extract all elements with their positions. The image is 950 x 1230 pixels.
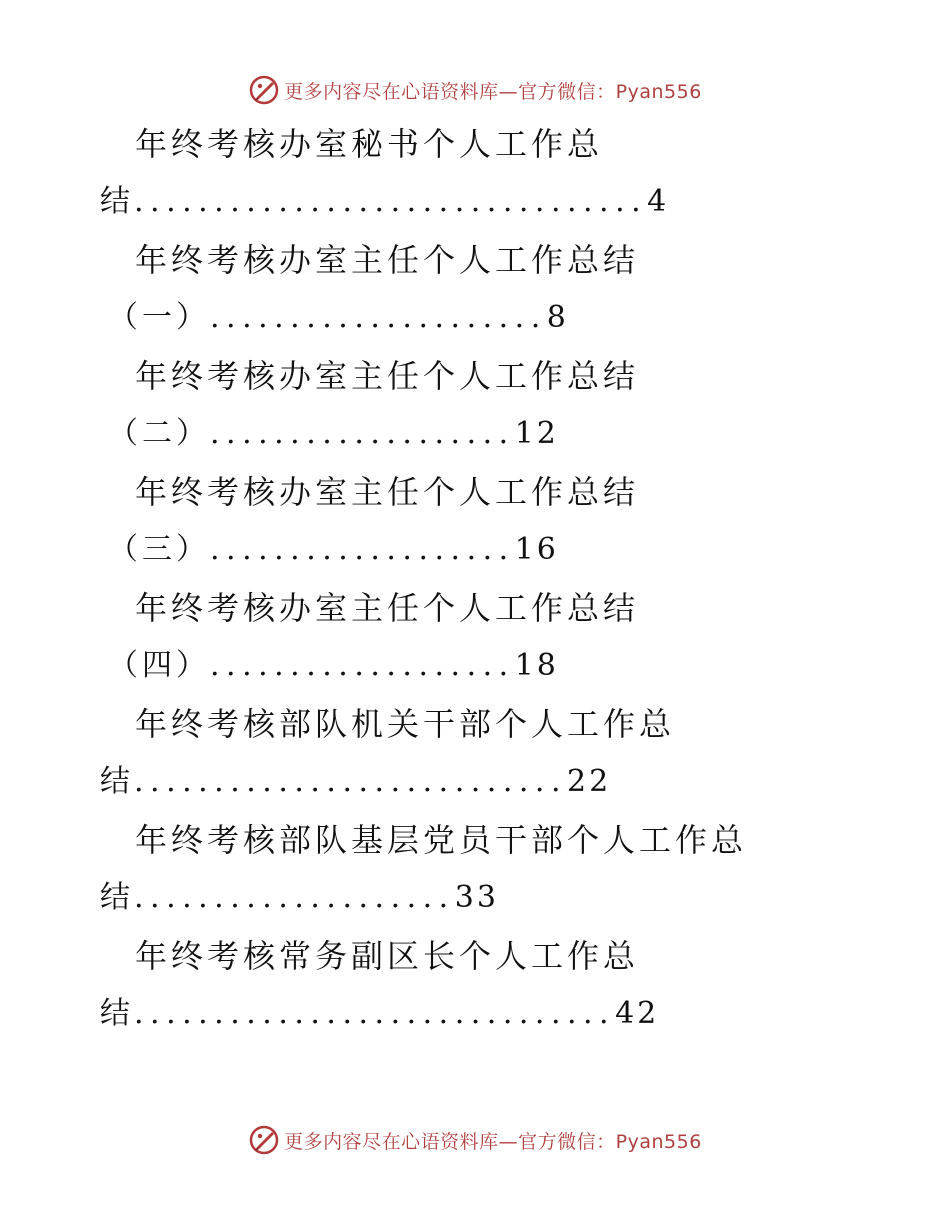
toc-entry-leader [0,985,950,1043]
toc-page-number: 8 [546,300,569,335]
toc-entry-prefix: （四） [108,648,210,683]
toc-entry-leader [0,289,950,347]
toc-entry-prefix: （一） [108,300,210,335]
toc-entry[interactable] [0,695,950,811]
banner-content [248,74,702,106]
banner-text: 更多内容尽在心语资料库—官方微信：Pyan556 [284,1130,702,1153]
toc-entry-title: 年终考核部队机关干部个人工作总 [135,705,676,743]
toc-page-number: 42 [615,996,660,1031]
toc-entry-title: 年终考核办室主任个人工作总结 [135,589,640,627]
toc-dot-leader: ..................... [210,300,547,335]
toc-entry-prefix: 结 [100,764,134,799]
quill-logo-icon [248,74,280,106]
toc-page-number: 4 [647,184,670,219]
toc-entry-title: 年终考核办室主任个人工作总结 [135,241,640,279]
toc-dot-leader: ................................ [134,184,648,219]
toc-entry[interactable] [0,115,950,231]
toc-entry[interactable] [0,811,950,927]
toc-entry-title: 年终考核常务副区长个人工作总 [135,937,640,975]
banner-content [248,1124,702,1156]
toc-dot-leader: ........................... [134,764,567,799]
toc-page-number: 12 [514,416,559,451]
toc-entry[interactable] [0,579,950,695]
toc-entry[interactable] [0,347,950,463]
toc-entry-prefix: 结 [100,184,134,219]
toc-dot-leader: ................... [210,416,515,451]
header-banner [0,70,950,110]
toc-entry-title: 年终考核部队基层党员干部个人工作总 [135,821,748,859]
quill-logo-icon [248,1124,280,1156]
toc-page-number: 22 [566,764,612,799]
toc-entry-prefix: （三） [108,532,210,567]
toc-dot-leader: ................... [210,648,515,683]
toc-dot-leader: .............................. [134,996,616,1031]
toc-entry-prefix: 结 [100,996,134,1031]
toc-entry-title: 年终考核办室主任个人工作总结 [135,357,640,395]
table-of-contents [0,115,950,1043]
toc-entry[interactable] [0,927,950,1043]
toc-entry-leader [0,405,950,463]
toc-entry-leader [0,173,950,231]
banner-text: 更多内容尽在心语资料库—官方微信：Pyan556 [284,80,702,103]
toc-entry[interactable] [0,463,950,579]
footer-banner [0,1120,950,1160]
toc-page-number: 16 [514,532,559,567]
toc-entry-prefix: 结 [100,880,134,915]
toc-entry-leader [0,869,950,927]
toc-dot-leader: .................... [134,880,455,915]
toc-dot-leader: ................... [210,532,515,567]
toc-entry[interactable] [0,231,950,347]
toc-entry-leader [0,637,950,695]
toc-entry-prefix: （二） [108,416,210,451]
toc-entry-leader [0,521,950,579]
toc-entry-title: 年终考核办室秘书个人工作总 [135,125,604,163]
toc-entry-title: 年终考核办室主任个人工作总结 [135,473,640,511]
toc-page-number: 18 [514,648,559,683]
toc-entry-leader [0,753,950,811]
toc-page-number: 33 [454,880,499,915]
